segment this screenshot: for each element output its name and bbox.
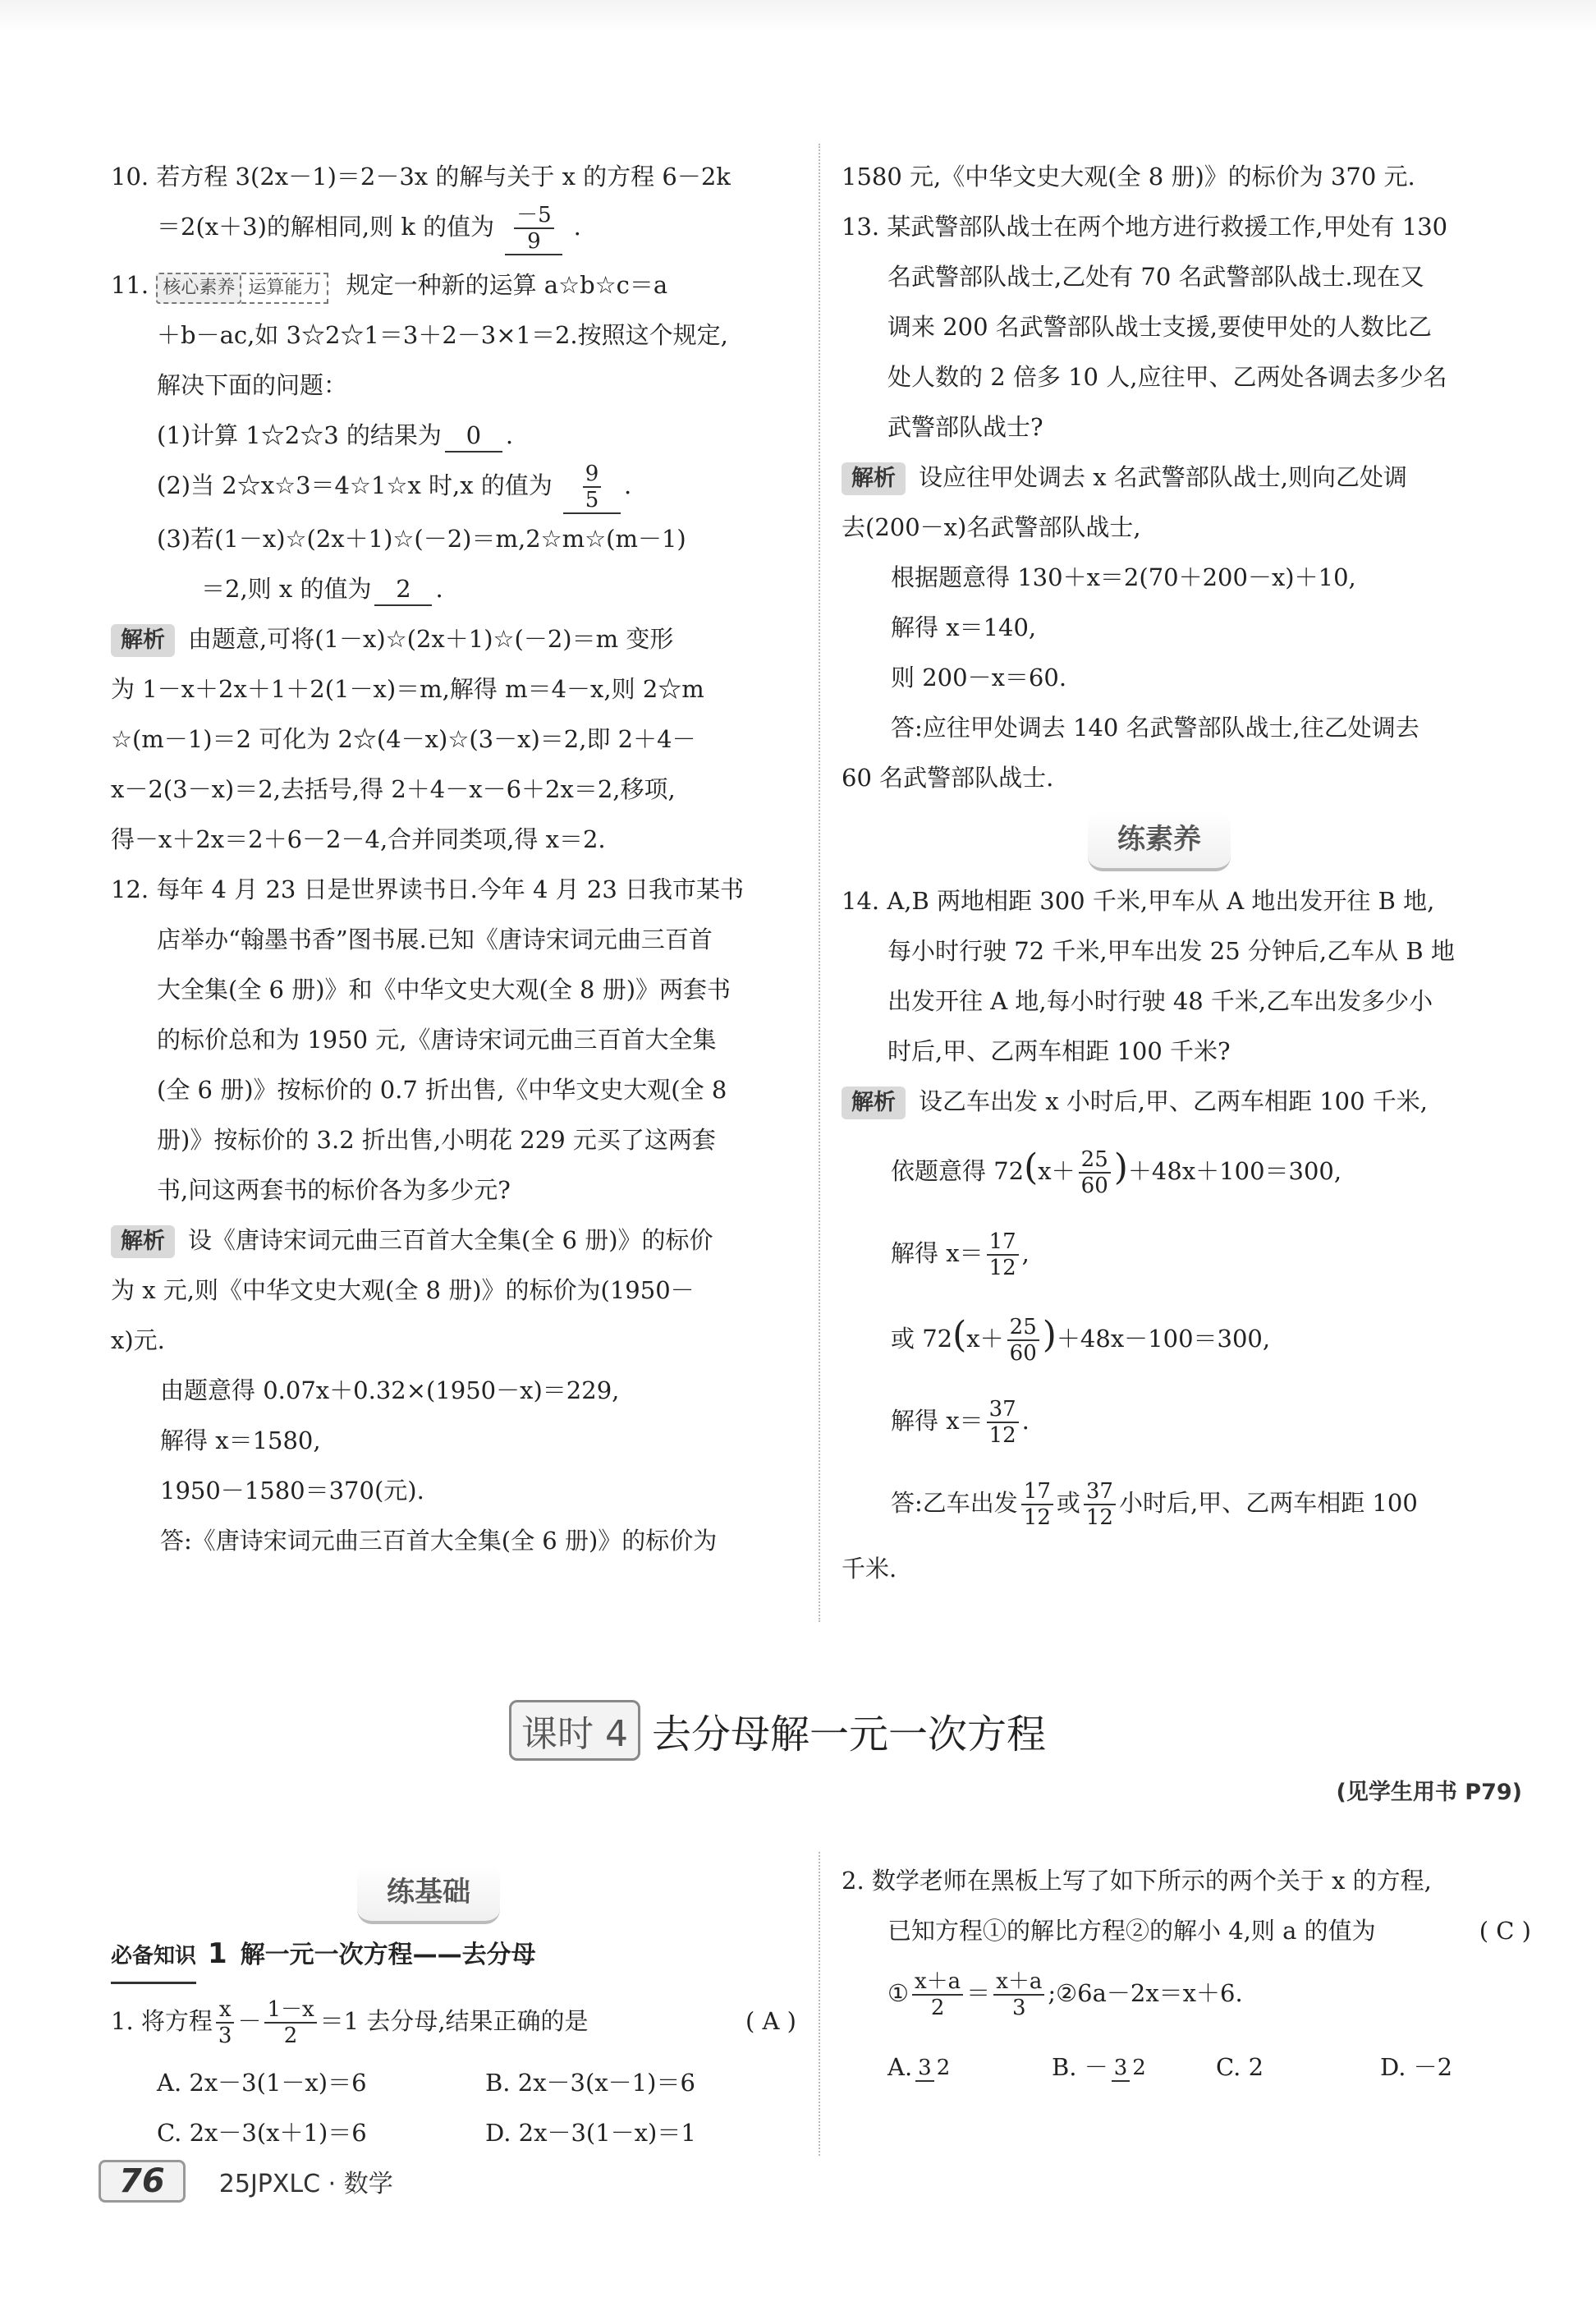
q12-line1: 12. 每年 4 月 23 日是世界读书日.今年 4 月 23 日我市某书 [111,875,745,903]
q14-eq1-x: x＋ [1038,1157,1075,1185]
q2-f1-den: 2 [930,1996,945,2020]
q14-eq1-fraction [1079,1147,1111,1198]
q12-line5: (全 6 册)》按标价的 0.7 折出售,《中华文史大观(全 8 [157,1076,727,1104]
q14-res1-post: , [1021,1239,1030,1267]
q10-answer-fraction [514,203,554,254]
q2-optB-pre: B. － [1052,2053,1108,2081]
knowledge-point-header [111,1929,796,1984]
q10-answer-blank [505,203,562,255]
q1-stem [111,1984,796,2058]
q2-option-b [1052,2030,1216,2104]
q14-line1: 14. A,B 两地相距 300 千米,甲车从 A 地出发开往 B 地, [842,887,1435,915]
q10-end: . [573,213,581,241]
q11-part2: (2)当 2☆x☆3＝4☆1☆x 时,x 的值为 $\frac{9}{5}$ . [157,462,632,512]
q14-ans-fraction1 [1021,1479,1053,1530]
q14-eq2-post: ＋48x－100＝300, [1056,1325,1271,1353]
q2-optA-pre: A. [887,2053,913,2081]
q12-line4: 的标价总和为 1950 元,《唐诗宋词元曲三百首大全集 [157,1026,717,1054]
q12-solution-line4: 由题意得 0.07x＋0.32×(1950－x)＝229, [160,1376,620,1404]
q2-answer: ( C ) [1479,1917,1531,1945]
q2-optB-fraction [1112,2056,1149,2082]
q13-line3: 调来 200 名武警部队战士支援,要使甲处的人数比乙 [887,313,1433,341]
q1-option-c: C. 2x－3(x＋1)＝6 [157,2119,367,2147]
q14-eq1-pre: 依题意得 72 [891,1157,1025,1185]
page-footer [99,2160,393,2203]
q14-ans-fraction2 [1084,1479,1116,1530]
student-book-reference: (见学生用书 P79) [1336,1780,1522,1805]
q14-res2-post: . [1021,1407,1030,1435]
q11-p3-text: ＝2,则 x 的值为 [201,575,372,603]
q1-f1-num: x [216,1997,235,2024]
q12-solution-line1 [111,1215,796,1266]
q10-text: ＝2(x＋3)的解相同,则 k 的值为 [157,213,495,241]
q12-solution-continued: 1580 元,《中华文史大观(全 8 册)》的标价为 370 元. [842,163,1415,191]
q14-eq1-den: 60 [1080,1174,1108,1198]
right-column [842,152,1531,1594]
column-divider-bottom [819,1852,820,2156]
column-divider [819,144,820,1622]
q14-res2-fraction [987,1397,1019,1448]
q2-option-a [887,2030,1052,2104]
question-2 [842,1856,1531,2104]
lesson-header [509,1700,1046,1761]
q14-line2: 每小时行驶 72 千米,甲车出发 25 分钟后,乙车从 B 地 [887,937,1455,965]
q1-f2-den: 2 [283,2024,298,2048]
q14-res1-den: 12 [988,1256,1016,1280]
q1-option-b: B. 2x－3(x－1)＝6 [485,2069,695,2097]
question-13 [842,202,1531,803]
q1-post: ＝1 去分母,结果正确的是 [319,2007,589,2035]
q14-res2-num: 37 [987,1397,1019,1423]
q14-res2-pre: 解得 x＝ [891,1407,984,1435]
q1-minus: － [237,2007,262,2035]
question-12 [111,865,796,1566]
q14-answer-end: 千米. [842,1555,897,1583]
q11-sol1: 由题意,可将(1－x)☆(2x＋1)☆(－2)＝m 变形 [188,625,674,653]
q14-ans-num2: 37 [1084,1479,1116,1505]
q10-line1: 10. 若方程 3(2x－1)＝2－3x 的解与关于 x 的方程 6－2k [111,163,731,191]
q11-p3-answer: 2 [374,573,432,606]
analysis-tag: 解析 [111,624,175,657]
q13-solution-line5: 则 200－x＝60. [891,664,1067,691]
question-14 [842,876,1531,1594]
left-column-lower [111,1864,796,2158]
q11-p2-fraction [583,462,602,512]
section-ljc-label: 练基础 [357,1864,500,1924]
q13-line1: 13. 某武警部队战士在两个地方进行救援工作,甲处有 130 [842,213,1448,241]
q14-res1-num: 17 [987,1229,1019,1256]
q11-part3-line2: ＝2,则 x 的值为 2 . [111,564,796,614]
knowledge-number: 1 [208,1937,227,1970]
q1-options-row1 [111,2058,796,2108]
q2-optA-den: 2 [936,2056,951,2080]
q13-line4: 处人数的 2 倍多 10 人,应往甲、乙两处各调去多少名 [887,363,1447,391]
analysis-tag: 解析 [111,1225,175,1258]
q11-p1-text: (1)计算 1☆2☆3 的结果为 [157,421,442,449]
q14-res1-pre: 解得 x＝ [891,1239,984,1267]
q14-ans-post: 小时后,甲、乙两车相距 100 [1118,1489,1418,1517]
q14-eq1-post: ＋48x＋100＝300, [1127,1157,1342,1185]
q2-f2-num: x＋a [993,1969,1044,1996]
analysis-tag: 解析 [842,1086,906,1119]
q12-solution-line3: x)元. [111,1326,165,1354]
q2-line2 [842,1906,1531,1956]
q14-equation2: 或 72(x＋ $\frac{25}{60}$ )＋48x－100＝300, [891,1314,1271,1366]
q14-solution-line1 [842,1077,1531,1127]
q14-sol1: 设乙车出发 x 小时后,甲、乙两车相距 100 千米, [919,1087,1429,1115]
q13-solution-line3: 根据题意得 130＋x＝2(70＋200－x)＋10, [891,563,1356,591]
q13-sol1: 设应往甲处调去 x 名武警部队战士,则向乙处调 [919,463,1408,491]
q11-solution-line3: ☆(m－1)＝2 可化为 2☆(4－x)☆(3－x)＝2,即 2＋4－ [111,725,696,753]
q14-equation1: 依题意得 72(x＋ $\frac{25}{60}$ )＋48x＋100＝300, [891,1146,1342,1198]
q2-equations [842,1956,1531,2030]
q14-res2-den: 12 [988,1423,1016,1448]
q14-eq2-fraction [1007,1315,1039,1366]
knowledge-label: 必备知识 [111,1932,196,1984]
q2-eq-pre: ① [887,1979,909,2007]
q1-fraction2 [264,1997,316,2048]
q14-ans-pre: 答:乙车出发 [891,1489,1018,1517]
question-1 [111,1984,796,2158]
q1-option-d: D. 2x－3(1－x)＝1 [485,2119,696,2147]
q14-line3: 出发开往 A 地,每小时行驶 48 千米,乙车出发多少小 [887,987,1433,1015]
q11-part1: (1)计算 1☆2☆3 的结果为 0 . [111,411,796,461]
q14-eq2-num: 25 [1007,1315,1039,1341]
q14-ans-den2: 12 [1085,1505,1113,1530]
question-11 [111,260,796,865]
core-literacy-badge: 核心素养 [156,273,241,304]
q2-eq: ＝ [966,1979,991,2007]
q12-solution-line7: 答:《唐诗宋词元曲三百首大全集(全 6 册)》的标价为 [160,1527,718,1555]
page-number: 76 [99,2160,186,2203]
q12-line7: 书,问这两套书的标价各为多少元? [157,1176,511,1204]
q11-p2-text: (2)当 2☆x☆3＝4☆1☆x 时,x 的值为 [157,471,553,499]
q10-ans-numerator: －5 [514,203,554,229]
q11-p2-answer-blank [563,462,621,514]
q11-solution-line4: x－2(3－x)＝2,去括号,得 2＋4－x－6＋2x＝2,移项, [111,775,676,803]
q1-option-a: A. 2x－3(1－x)＝6 [157,2069,367,2097]
q1-pre: 1. 将方程 [111,2007,213,2035]
q12-line2: 店举办“翰墨书香”图书展.已知《唐诗宋词元曲三百首 [157,926,713,953]
q11-solution-line2: 为 1－x＋2x＋1＋2(1－x)＝m,解得 m＝4－x,则 2☆m [111,675,704,703]
q11-p2-numerator: 9 [583,462,602,488]
q14-result1 [842,1212,1531,1294]
q2-text: 已知方程①的解比方程②的解小 4,则 a 的值为 [887,1917,1376,1945]
section-practice-literacy [842,811,1531,871]
q2-optB-num: 3 [1112,2056,1130,2082]
q2-option-d: D. －2 [1380,2053,1453,2081]
q11-solution-line1 [111,614,796,664]
q11-p2-denominator: 5 [585,488,599,512]
q2-optB-den: 2 [1132,2056,1146,2080]
q1-f2-num: 1－x [264,1997,316,2024]
q14-ans-mid: 或 [1056,1489,1080,1517]
q2-f1-num: x＋a [912,1969,963,1996]
q1-options-row2 [111,2108,796,2158]
q1-f1-den: 3 [218,2024,232,2048]
q11-part3-line1: (3)若(1－x)☆(2x＋1)☆(－2)＝m,2☆m☆(m－1) [157,525,686,553]
q2-fraction1 [912,1969,963,2020]
right-column-lower [842,1856,1531,2104]
q13-solution-line2: 去(200－x)名武警部队战士, [842,513,1141,541]
q11-text1: 规定一种新的运算 a☆b☆c＝a [346,271,668,299]
question-10 [111,152,796,255]
q14-ans-num1: 17 [1021,1479,1053,1505]
q14-result2 [842,1380,1531,1462]
q14-answer [842,1462,1531,1544]
section-practice-basics [111,1864,796,1924]
q14-eq2-den: 60 [1009,1341,1037,1366]
section-lsy-label: 练素养 [1088,811,1231,871]
q14-eq1-num: 25 [1079,1147,1111,1174]
q2-option-c: C. 2 [1216,2053,1264,2081]
q14-res1-fraction [987,1229,1019,1280]
q12-solution-line2: 为 x 元,则《中华文史大观(全 8 册)》的标价为(1950－ [111,1276,695,1304]
q13-line5: 武警部队战士? [887,413,1043,441]
q1-fraction1 [216,1997,235,2048]
lesson-label: 课时 4 [509,1700,640,1761]
q2-optA-fraction [915,2056,952,2082]
q14-eq2-x: x＋ [966,1325,1004,1353]
q12-sol1: 设《唐诗宋词元曲三百首大全集(全 6 册)》的标价 [188,1226,713,1254]
q2-optA-num: 3 [915,2056,934,2082]
q2-options [842,2030,1531,2104]
q13-solution-line6: 答:应往甲处调去 140 名武警部队战士,往乙处调去 [891,714,1419,742]
page-top-shade [0,0,1596,33]
q11-line3: 解决下面的问题： [157,371,348,399]
q11-solution-line5: 得－x＋2x＝2＋6－2－4,合并同类项,得 x＝2. [111,825,606,853]
q11-p1-answer: 0 [445,420,502,453]
q1-answer: ( A ) [745,2007,796,2035]
q2-f2-den: 3 [1012,1996,1026,2020]
q11-number: 11. [111,271,149,299]
book-code: 25JPXLC · 数学 [218,2170,393,2198]
q12-solution-line6: 1950－1580＝370(元). [160,1477,424,1505]
q13-solution-line4: 解得 x＝140, [891,613,1037,641]
q12-solution-line5: 解得 x＝1580, [160,1426,321,1454]
lesson-title: 去分母解一元一次方程 [651,1711,1046,1757]
computation-badge: 运算能力 [241,273,328,304]
q13-solution-line1 [842,453,1531,503]
knowledge-title: 解一元一次方程——去分母 [240,1941,536,1969]
q10-line2 [111,202,796,255]
q10-ans-denominator: 9 [527,229,541,254]
q14-line4: 时后,甲、乙两车相距 100 千米? [887,1037,1231,1065]
left-column [111,152,796,1566]
q11-line2: ＋b－ac,如 3☆2☆1＝3＋2－3×1＝2.按照这个规定, [157,321,728,349]
q14-eq2-pre: 或 72 [891,1325,953,1353]
q12-line3: 大全集(全 6 册)》和《中华文史大观(全 8 册)》两套书 [157,976,732,1004]
q2-eq-post: ;②6a－2x＝x＋6. [1048,1979,1243,2007]
q2-line1: 2. 数学老师在黑板上写了如下所示的两个关于 x 的方程, [842,1867,1432,1895]
q2-fraction2 [993,1969,1044,2020]
q14-ans-den1: 12 [1023,1505,1051,1530]
q13-solution-line7: 60 名武警部队战士. [842,764,1054,792]
q13-line2: 名武警部队战士,乙处有 70 名武警部队战士.现在又 [887,263,1424,291]
q11-line1 [111,260,796,310]
analysis-tag: 解析 [842,462,906,495]
q12-line6: 册)》按标价的 3.2 折出售,小明花 229 元买了这两套 [157,1126,716,1154]
